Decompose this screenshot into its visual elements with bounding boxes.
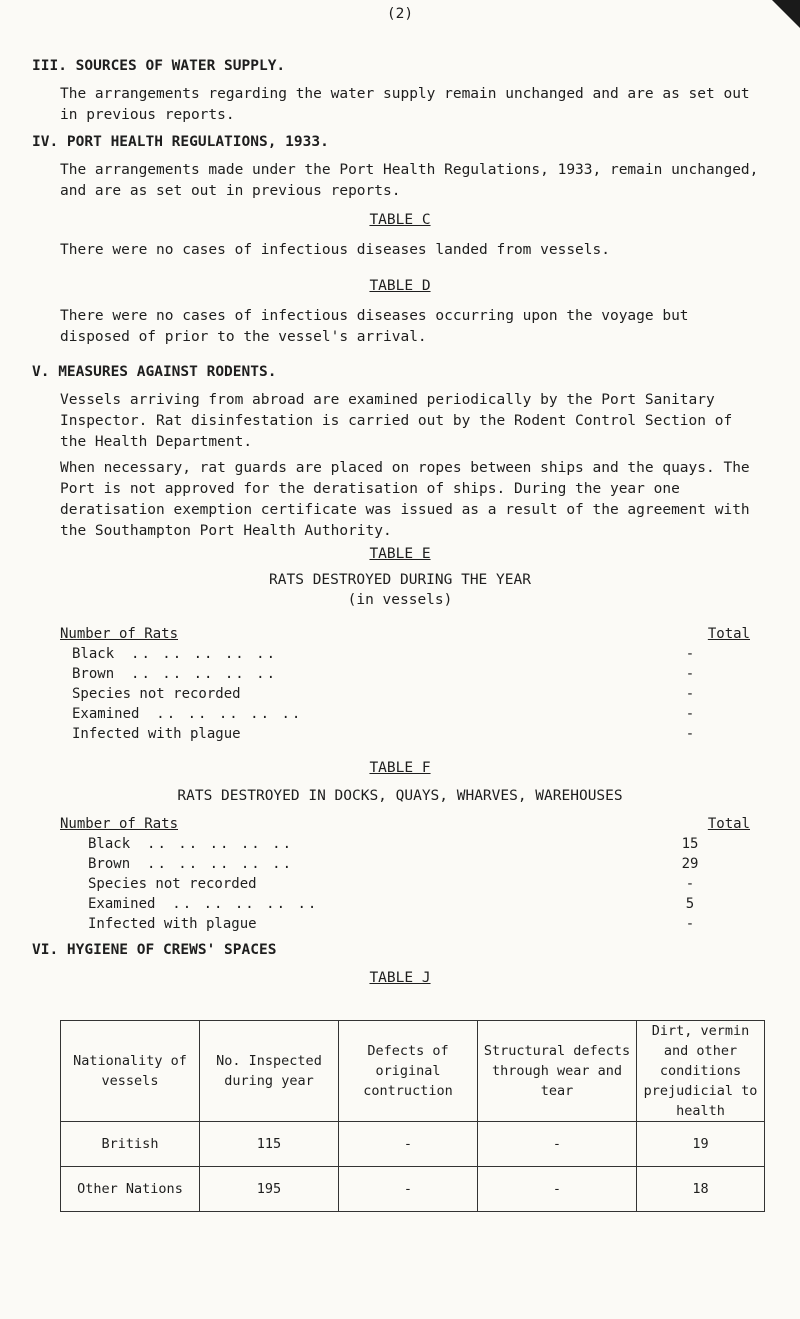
table-c-text: There were no cases of infectious diseases landed from vessels. [60, 242, 610, 258]
dot-leader: .. .. .. .. .. [172, 896, 319, 912]
table-row [60, 724, 750, 744]
row-value: - [685, 686, 695, 702]
table-e-label: TABLE E [369, 546, 431, 562]
row-label: Examined [88, 896, 156, 912]
row-value: - [685, 916, 695, 932]
table-cell: 195 [200, 1167, 339, 1212]
dot-leader: .. .. .. .. .. [131, 666, 278, 682]
section-v-para1: Vessels arriving from abroad are examined periodically by the Port Sanitary Inspector. Rat disinfestation is carried out by the Rodent Control Section of the Health Department. [60, 392, 733, 450]
section-iv-heading: IV. PORT HEALTH REGULATIONS, 1933. [32, 134, 329, 150]
dot-leader: .. .. .. .. .. [131, 646, 278, 662]
table-j-header: No. Inspected during year [200, 1021, 339, 1122]
row-value: - [685, 876, 695, 892]
table-c-label: TABLE C [369, 212, 431, 228]
row-label: Infected with plague [88, 916, 257, 932]
table-e-title: RATS DESTROYED DURING THE YEAR [269, 572, 531, 588]
table-row [60, 704, 750, 724]
table-cell: 18 [637, 1167, 765, 1212]
table-f-title: RATS DESTROYED IN DOCKS, QUAYS, WHARVES, WAREHOUSES [177, 788, 623, 804]
table-row [60, 914, 750, 934]
section-v-heading: V. MEASURES AGAINST RODENTS. [32, 364, 277, 380]
table-j [60, 1020, 765, 1212]
table-e [60, 624, 750, 744]
table-j-header: Nationality of vessels [61, 1021, 200, 1122]
dot-leader: .. .. .. .. .. [147, 856, 294, 872]
section-iv-text: The arrangements made under the Port Health Regulations, 1933, remain unchanged, and are as set out in previous reports. [60, 162, 759, 199]
table-e-col-right: Total [707, 626, 750, 642]
row-value: - [685, 726, 695, 742]
table-row [60, 854, 750, 874]
table-row [61, 1167, 765, 1212]
table-j-header: Structural defects through wear and tear [478, 1021, 637, 1122]
table-d-label: TABLE D [369, 278, 431, 294]
table-row [60, 874, 750, 894]
table-cell: 115 [200, 1122, 339, 1167]
table-cell: - [339, 1122, 478, 1167]
table-cell: - [478, 1122, 637, 1167]
table-row [61, 1122, 765, 1167]
row-value: 15 [681, 836, 699, 852]
row-label: Black [88, 836, 131, 852]
table-row [60, 644, 750, 664]
table-cell: - [339, 1167, 478, 1212]
table-d-text: There were no cases of infectious diseases occurring upon the voyage but disposed of prior to the vessel's arrival. [60, 308, 689, 345]
row-label: Black [72, 646, 115, 662]
table-cell: - [478, 1167, 637, 1212]
row-label: Species not recorded [88, 876, 257, 892]
section-iii-text: The arrangements regarding the water supply remain unchanged and are as set out in previous reports. [60, 86, 750, 123]
row-value: - [685, 666, 695, 682]
table-f-label: TABLE F [369, 760, 431, 776]
row-value: 29 [681, 856, 699, 872]
row-label: Brown [88, 856, 131, 872]
row-value: - [685, 706, 695, 722]
table-row [60, 894, 750, 914]
table-cell: Other Nations [61, 1167, 200, 1212]
section-iii-heading: III. SOURCES OF WATER SUPPLY. [32, 58, 286, 74]
section-vi-heading: VI. HYGIENE OF CREWS' SPACES [32, 942, 277, 958]
table-j-header: Dirt, vermin and other conditions prejudicial to health [637, 1021, 765, 1122]
dot-leader: .. .. .. .. .. [147, 836, 294, 852]
table-j-header: Defects of original contruction [339, 1021, 478, 1122]
table-f-col-left: Number of Rats [60, 816, 179, 832]
table-f [60, 814, 750, 934]
table-e-subtitle: (in vessels) [347, 592, 453, 608]
row-label: Examined [72, 706, 140, 722]
table-row [60, 834, 750, 854]
table-j-label: TABLE J [369, 970, 431, 986]
table-e-col-left: Number of Rats [60, 626, 179, 642]
table-f-col-right: Total [707, 816, 750, 832]
dot-leader: .. .. .. .. .. [156, 706, 303, 722]
table-cell: 19 [637, 1122, 765, 1167]
page-number: (2) [386, 6, 414, 22]
row-label: Brown [72, 666, 115, 682]
table-row [60, 684, 750, 704]
table-cell: British [61, 1122, 200, 1167]
row-value: - [685, 646, 695, 662]
table-row [60, 664, 750, 684]
section-v-para2: When necessary, rat guards are placed on ropes between ships and the quays. The Port is not approved for the deratisation of ships. During the year one deratisation exemption certificate was issued as a result of the agreement with the Southampton Port Health Authority. [60, 460, 750, 539]
row-label: Infected with plague [72, 726, 241, 742]
row-value: 5 [685, 896, 695, 912]
row-label: Species not recorded [72, 686, 241, 702]
